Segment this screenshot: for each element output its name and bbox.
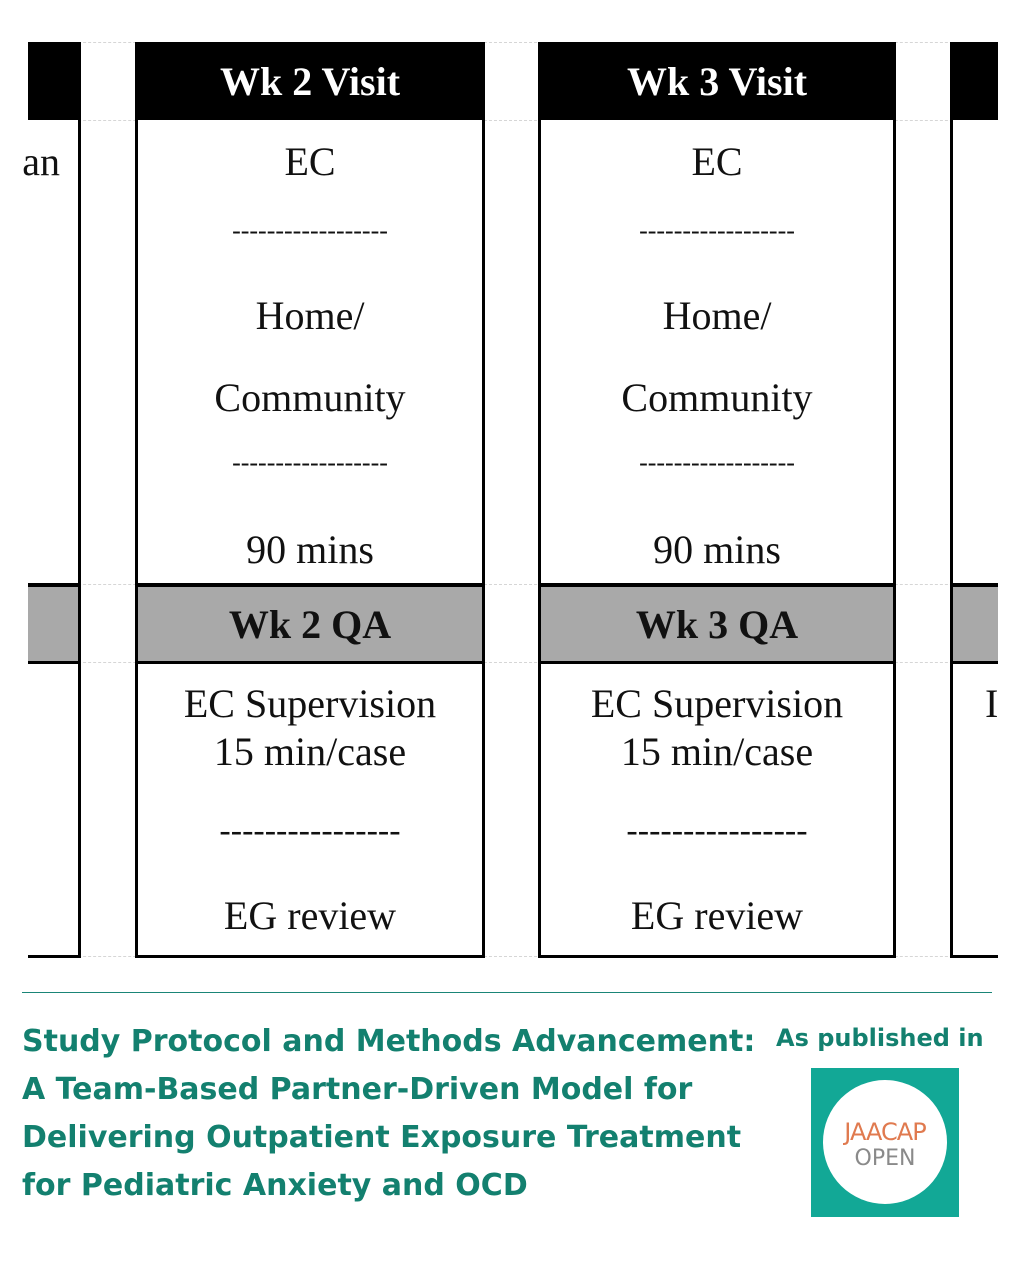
visit-body xyxy=(22,120,81,586)
visit-body xyxy=(950,120,998,586)
qa-review: EG review xyxy=(630,893,804,938)
divider: ------------------ xyxy=(639,448,795,477)
qa-divider: ---------------- xyxy=(219,812,401,849)
visit-type: EC xyxy=(284,139,336,184)
visit-body xyxy=(135,120,485,586)
qa-review: EG review xyxy=(223,893,397,938)
title-line: Study Protocol and Methods Advancement: xyxy=(22,1024,756,1059)
visit-header xyxy=(950,42,998,120)
qa-header: Wk 3 QA xyxy=(538,584,896,664)
divider: ------------------ xyxy=(232,448,388,477)
article-title xyxy=(22,1018,772,1210)
qa-divider: ---------------- xyxy=(626,812,808,849)
qa-body xyxy=(28,664,81,958)
visit-header: Wk 3 Visit xyxy=(538,42,896,120)
qa-line2: 15 min/case xyxy=(620,729,814,774)
location-line2: Community xyxy=(214,375,406,420)
qa-line1: EC Supervision xyxy=(183,681,437,726)
week-column-2 xyxy=(135,42,485,956)
week-column-3 xyxy=(538,42,896,956)
location-line1: Home/ xyxy=(255,293,365,338)
title-line: Delivering Outpatient Exposure Treatment xyxy=(22,1120,742,1155)
published-label: As published in xyxy=(776,1024,984,1052)
qa-header: Wk 2 QA xyxy=(135,584,485,664)
qa-header xyxy=(28,584,81,664)
qa-body xyxy=(950,664,998,958)
duration: 90 mins xyxy=(653,527,781,572)
footer-divider xyxy=(22,992,992,993)
title-line: for Pediatric Anxiety and OCD xyxy=(22,1168,528,1203)
logo-word-jaacap: JAACAP xyxy=(844,1118,926,1146)
logo-word-open: OPEN xyxy=(854,1146,916,1171)
qa-body xyxy=(135,664,485,958)
title-line: A Team-Based Partner-Driven Model for xyxy=(22,1072,693,1107)
qa-body xyxy=(538,664,896,958)
divider: ------------------ xyxy=(639,216,795,245)
visit-header: Wk 2 Visit xyxy=(135,42,485,120)
visit-body xyxy=(538,120,896,586)
partial-text: an xyxy=(22,139,60,184)
logo-circle xyxy=(823,1080,947,1204)
duration: 90 mins xyxy=(246,527,374,572)
divider: ------------------ xyxy=(232,216,388,245)
jaacap-open-logo[interactable] xyxy=(811,1068,959,1217)
qa-header xyxy=(950,584,998,664)
visit-header xyxy=(28,42,81,120)
partial-text: I xyxy=(985,681,999,726)
partial-column-left xyxy=(22,42,81,956)
qa-line2: 15 min/case xyxy=(213,729,407,774)
location-line2: Community xyxy=(621,375,813,420)
partial-column-right xyxy=(950,42,998,956)
visit-type: EC xyxy=(691,139,743,184)
location-line1: Home/ xyxy=(662,293,772,338)
qa-line1: EC Supervision xyxy=(590,681,844,726)
